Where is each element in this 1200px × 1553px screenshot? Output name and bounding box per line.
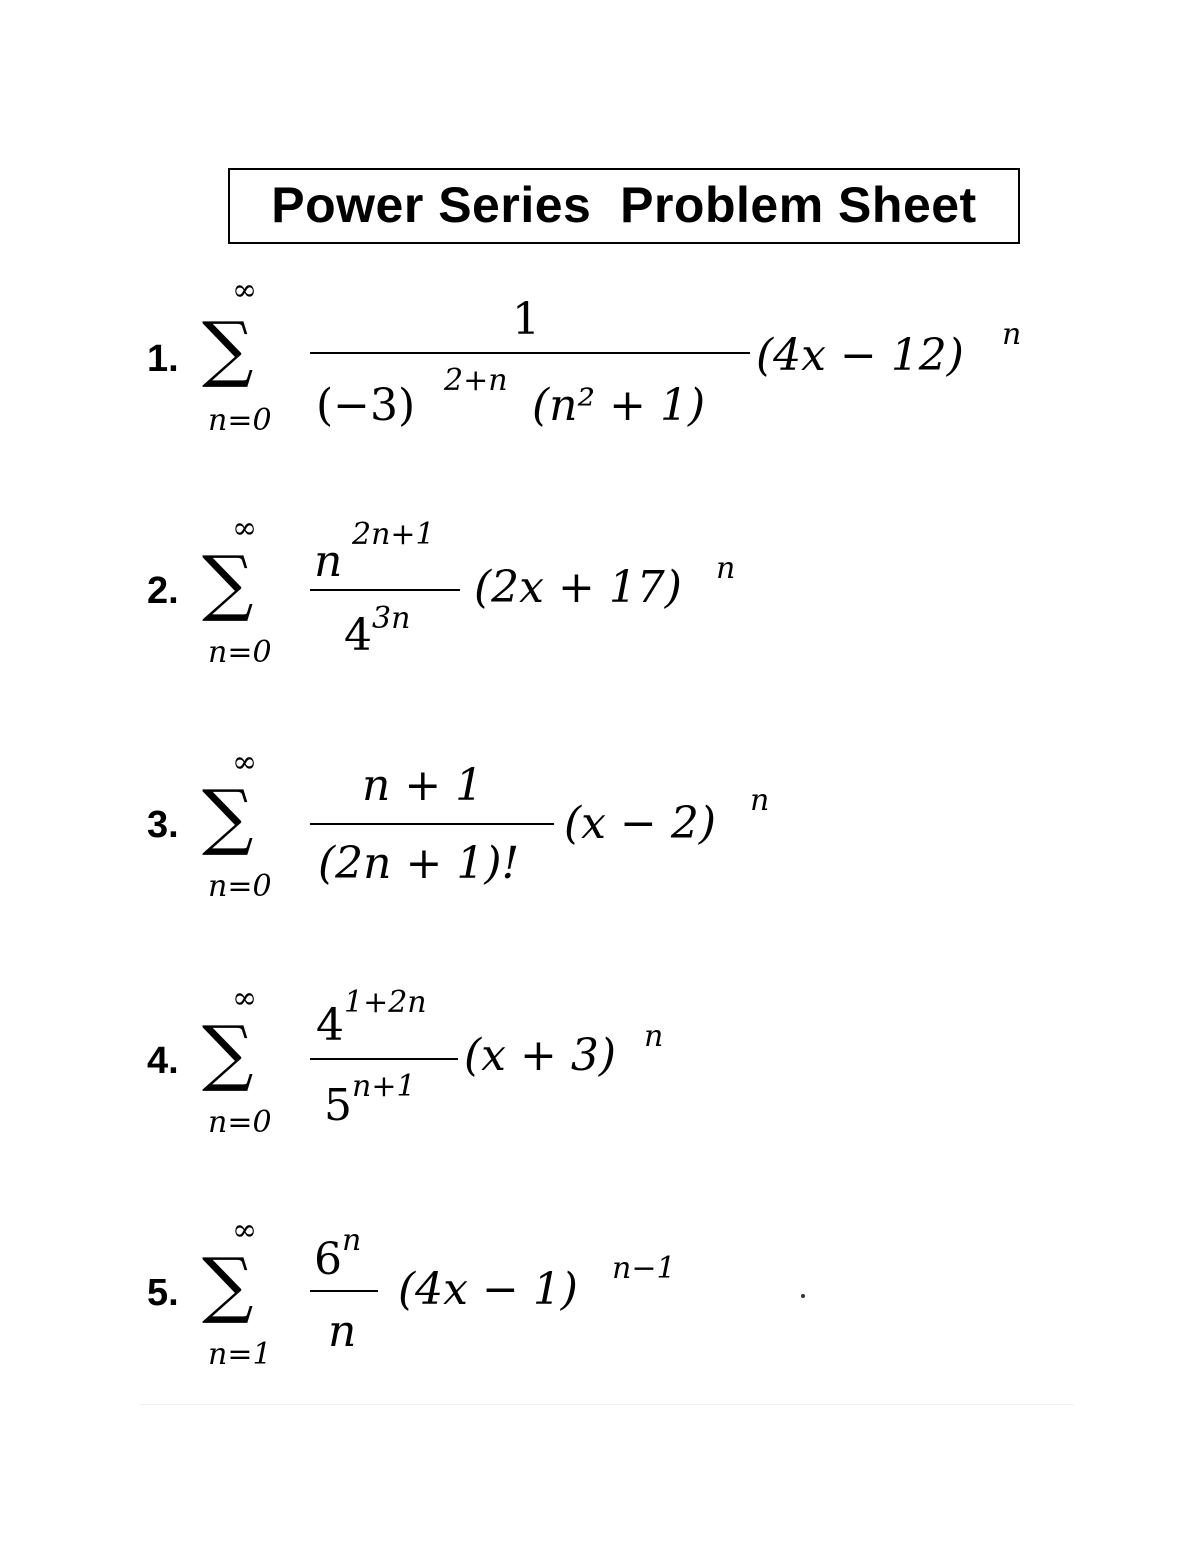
problem-number: 3. [147, 804, 179, 846]
problem-number: 4. [147, 1040, 179, 1082]
denominator-exponent: n+1 [352, 1069, 416, 1104]
numerator-exponent: 1+2n [344, 985, 427, 1020]
problem-number: 5. [147, 1272, 179, 1314]
stray-dot [801, 1294, 805, 1298]
denominator-exponent: 2+n [444, 363, 508, 398]
denominator-rest: (n² + 1) [532, 380, 706, 431]
power-factor: (4x − 1) [398, 1264, 578, 1315]
title-box [228, 168, 1020, 244]
power-factor: (2x + 17) [474, 562, 682, 613]
sum-symbol: ∑ [202, 306, 254, 390]
sum-lower-limit: n=0 [208, 403, 272, 438]
denominator-base: 4 [344, 610, 372, 661]
sum-symbol: ∑ [202, 1242, 254, 1326]
denominator: (2n + 1)! [318, 838, 520, 889]
power-factor: (4x − 12) [756, 330, 964, 381]
sum-symbol: ∑ [202, 774, 254, 858]
sum-upper-limit: ∞ [232, 981, 257, 1016]
sum-lower-limit: n=0 [208, 869, 272, 904]
power-factor: (x − 2) [564, 798, 716, 849]
power-exponent: n [716, 551, 736, 586]
power-exponent: n [644, 1019, 664, 1054]
denominator-base: 5 [324, 1080, 352, 1131]
fraction-bar [310, 1058, 458, 1060]
denominator-exponent: 3n [372, 601, 411, 636]
power-exponent: n [1002, 317, 1022, 352]
numerator-base: 6 [314, 1234, 342, 1285]
fraction-bar [310, 823, 554, 825]
power-exponent: n [750, 783, 770, 818]
problem-number: 1. [147, 338, 179, 380]
numerator: n + 1 [362, 760, 484, 811]
sum-upper-limit: ∞ [232, 273, 257, 308]
problem-number: 2. [147, 570, 179, 612]
numerator-exponent: 2n+1 [352, 517, 435, 552]
numerator-base: n [314, 536, 343, 587]
sum-symbol: ∑ [202, 1010, 254, 1094]
power-factor: (x + 3) [464, 1030, 616, 1081]
sum-upper-limit: ∞ [232, 1213, 257, 1248]
sum-lower-limit: n=0 [208, 1105, 272, 1140]
sum-lower-limit: n=1 [208, 1337, 272, 1372]
fraction-bar [310, 1290, 378, 1292]
sum-symbol: ∑ [202, 540, 254, 624]
sum-lower-limit: n=0 [208, 635, 272, 670]
divider [140, 1404, 1074, 1405]
numerator-base: 4 [316, 1000, 344, 1051]
page-title: Power Series Problem Sheet [271, 177, 977, 233]
sum-upper-limit: ∞ [232, 745, 257, 780]
denominator-base: (−3) [316, 380, 416, 431]
fraction-bar [310, 352, 750, 354]
fraction-bar [310, 589, 460, 591]
denominator: n [328, 1306, 357, 1357]
numerator: 1 [512, 294, 540, 345]
numerator-exponent: n [342, 1223, 362, 1258]
power-exponent: n−1 [612, 1251, 676, 1286]
sum-upper-limit: ∞ [232, 511, 257, 546]
